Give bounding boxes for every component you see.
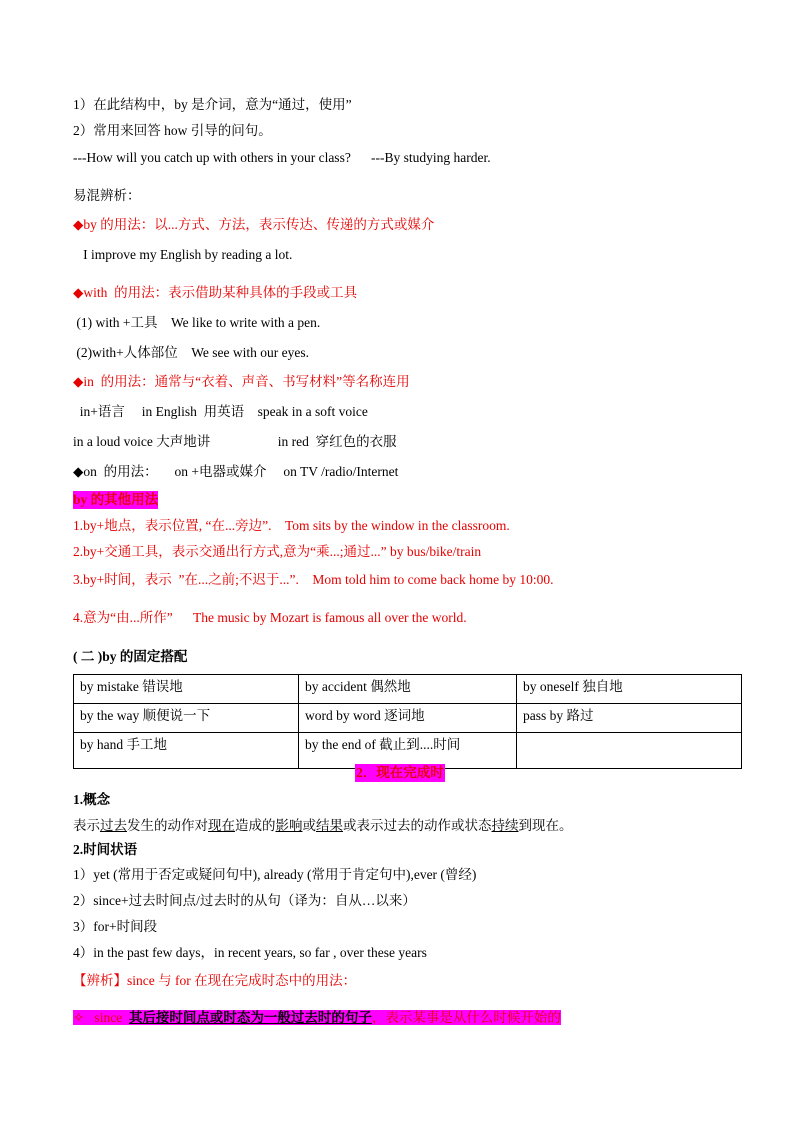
table-cell: by hand 手工地	[74, 733, 299, 769]
by-other-heading: by 的其他用法	[73, 492, 159, 507]
concept-part: 发生的动作对	[127, 818, 208, 833]
concept-part: 表示	[73, 818, 100, 833]
by-usage: ◆by 的用法：以...方式、方法，表示传达、传递的方式或媒介	[73, 217, 435, 232]
time-item-2: 2）since+过去时间点/过去时的从句（译为：自从…以来）	[73, 893, 416, 908]
table-row	[74, 675, 742, 704]
table-cell	[517, 733, 742, 769]
table-cell: pass by 路过	[517, 704, 742, 733]
concept-underlined: 影响	[275, 818, 303, 833]
since-line	[73, 1009, 561, 1027]
with-tool: (1) with +工具 We like to write with a pen.	[73, 315, 321, 330]
in-language: in+语言 in English 用英语 speak in a soft voice	[73, 404, 368, 419]
table-cell: by oneself 独自地	[517, 675, 742, 704]
since-rule: 其后接时间点或时态为一般过去时的句子	[128, 1010, 372, 1025]
line-2: 2）常用来回答 how 引导的问句。	[73, 123, 272, 138]
by-author: 4.意为“由...所作” The music by Mozart is famous all over the world.	[73, 610, 467, 625]
table-cell: by accident 偶然地	[299, 675, 517, 704]
line-1: 1）在此结构中，by 是介词，意为“通过，使用”	[73, 97, 352, 112]
table-cell: by mistake 错误地	[74, 675, 299, 704]
collocation-table	[73, 674, 742, 769]
table-cell: word by word 逐词地	[299, 704, 517, 733]
with-usage: ◆with 的用法：表示借助某种具体的手段或工具	[73, 285, 358, 300]
concept-text	[73, 817, 573, 835]
in-usage: ◆in 的用法：通常与“衣着、声音、书写材料”等名称连用	[73, 374, 410, 389]
section-title: 2．现在完成时	[356, 765, 444, 780]
concept-part: 或	[302, 818, 316, 833]
by-transport: 2.by+交通工具，表示交通出行方式,意为“乘...;通过...” by bus/bike/train	[73, 544, 482, 559]
table-row	[74, 704, 742, 733]
in-voice: in a loud voice 大声地讲 in red 穿红色的衣服	[73, 434, 397, 449]
concept-underlined: 过去	[100, 818, 127, 833]
analysis-line: 【辨析】since 与 for 在现在完成时态中的用法：	[73, 973, 357, 988]
concept-part: 或表示过去的动作或状态	[343, 818, 492, 833]
table-cell: by the way 顺便说一下	[74, 704, 299, 733]
concept-underlined: 结果	[316, 818, 343, 833]
by-time: 3.by+时间，表示 ”在...之前;不迟于...”. Mom told him to come back home by 10:00.	[73, 572, 554, 587]
since-label: ✧ since	[73, 1010, 129, 1025]
time-item-3: 3）for+时间段	[73, 919, 158, 934]
table-cell: by the end of 截止到....时间	[299, 733, 517, 769]
concept-part: 到现在。	[518, 818, 573, 833]
by-place: 1.by+地点，表示位置, “在...旁边”. Tom sits by the window in the classroom.	[73, 518, 510, 533]
on-usage: ◆on 的用法： on +电器或媒介 on TV /radio/Internet	[73, 464, 399, 479]
time-item-1: 1）yet (常用于否定或疑问句中), already (常用于肯定句中),ever (曾经)	[73, 867, 477, 882]
line-3: ---How will you catch up with others in your class? ---By studying harder.	[73, 150, 491, 165]
concept-underlined: 持续	[491, 818, 519, 833]
fixed-collocation-heading: ( 二 )by 的固定搭配	[73, 649, 188, 664]
time-heading: 2.时间状语	[73, 842, 138, 857]
concept-heading: 1.概念	[73, 792, 111, 807]
concept-part: 造成的	[235, 818, 276, 833]
by-example: I improve my English by reading a lot.	[73, 247, 293, 262]
confusion-heading: 易混辨析：	[73, 188, 141, 203]
since-meaning: ，表示某事是从什么时候开始的	[371, 1010, 561, 1025]
time-item-4: 4）in the past few days，in recent years, so far , over these years	[73, 945, 427, 960]
concept-underlined: 现在	[208, 818, 235, 833]
with-body: (2)with+人体部位 We see with our eyes.	[73, 345, 309, 360]
